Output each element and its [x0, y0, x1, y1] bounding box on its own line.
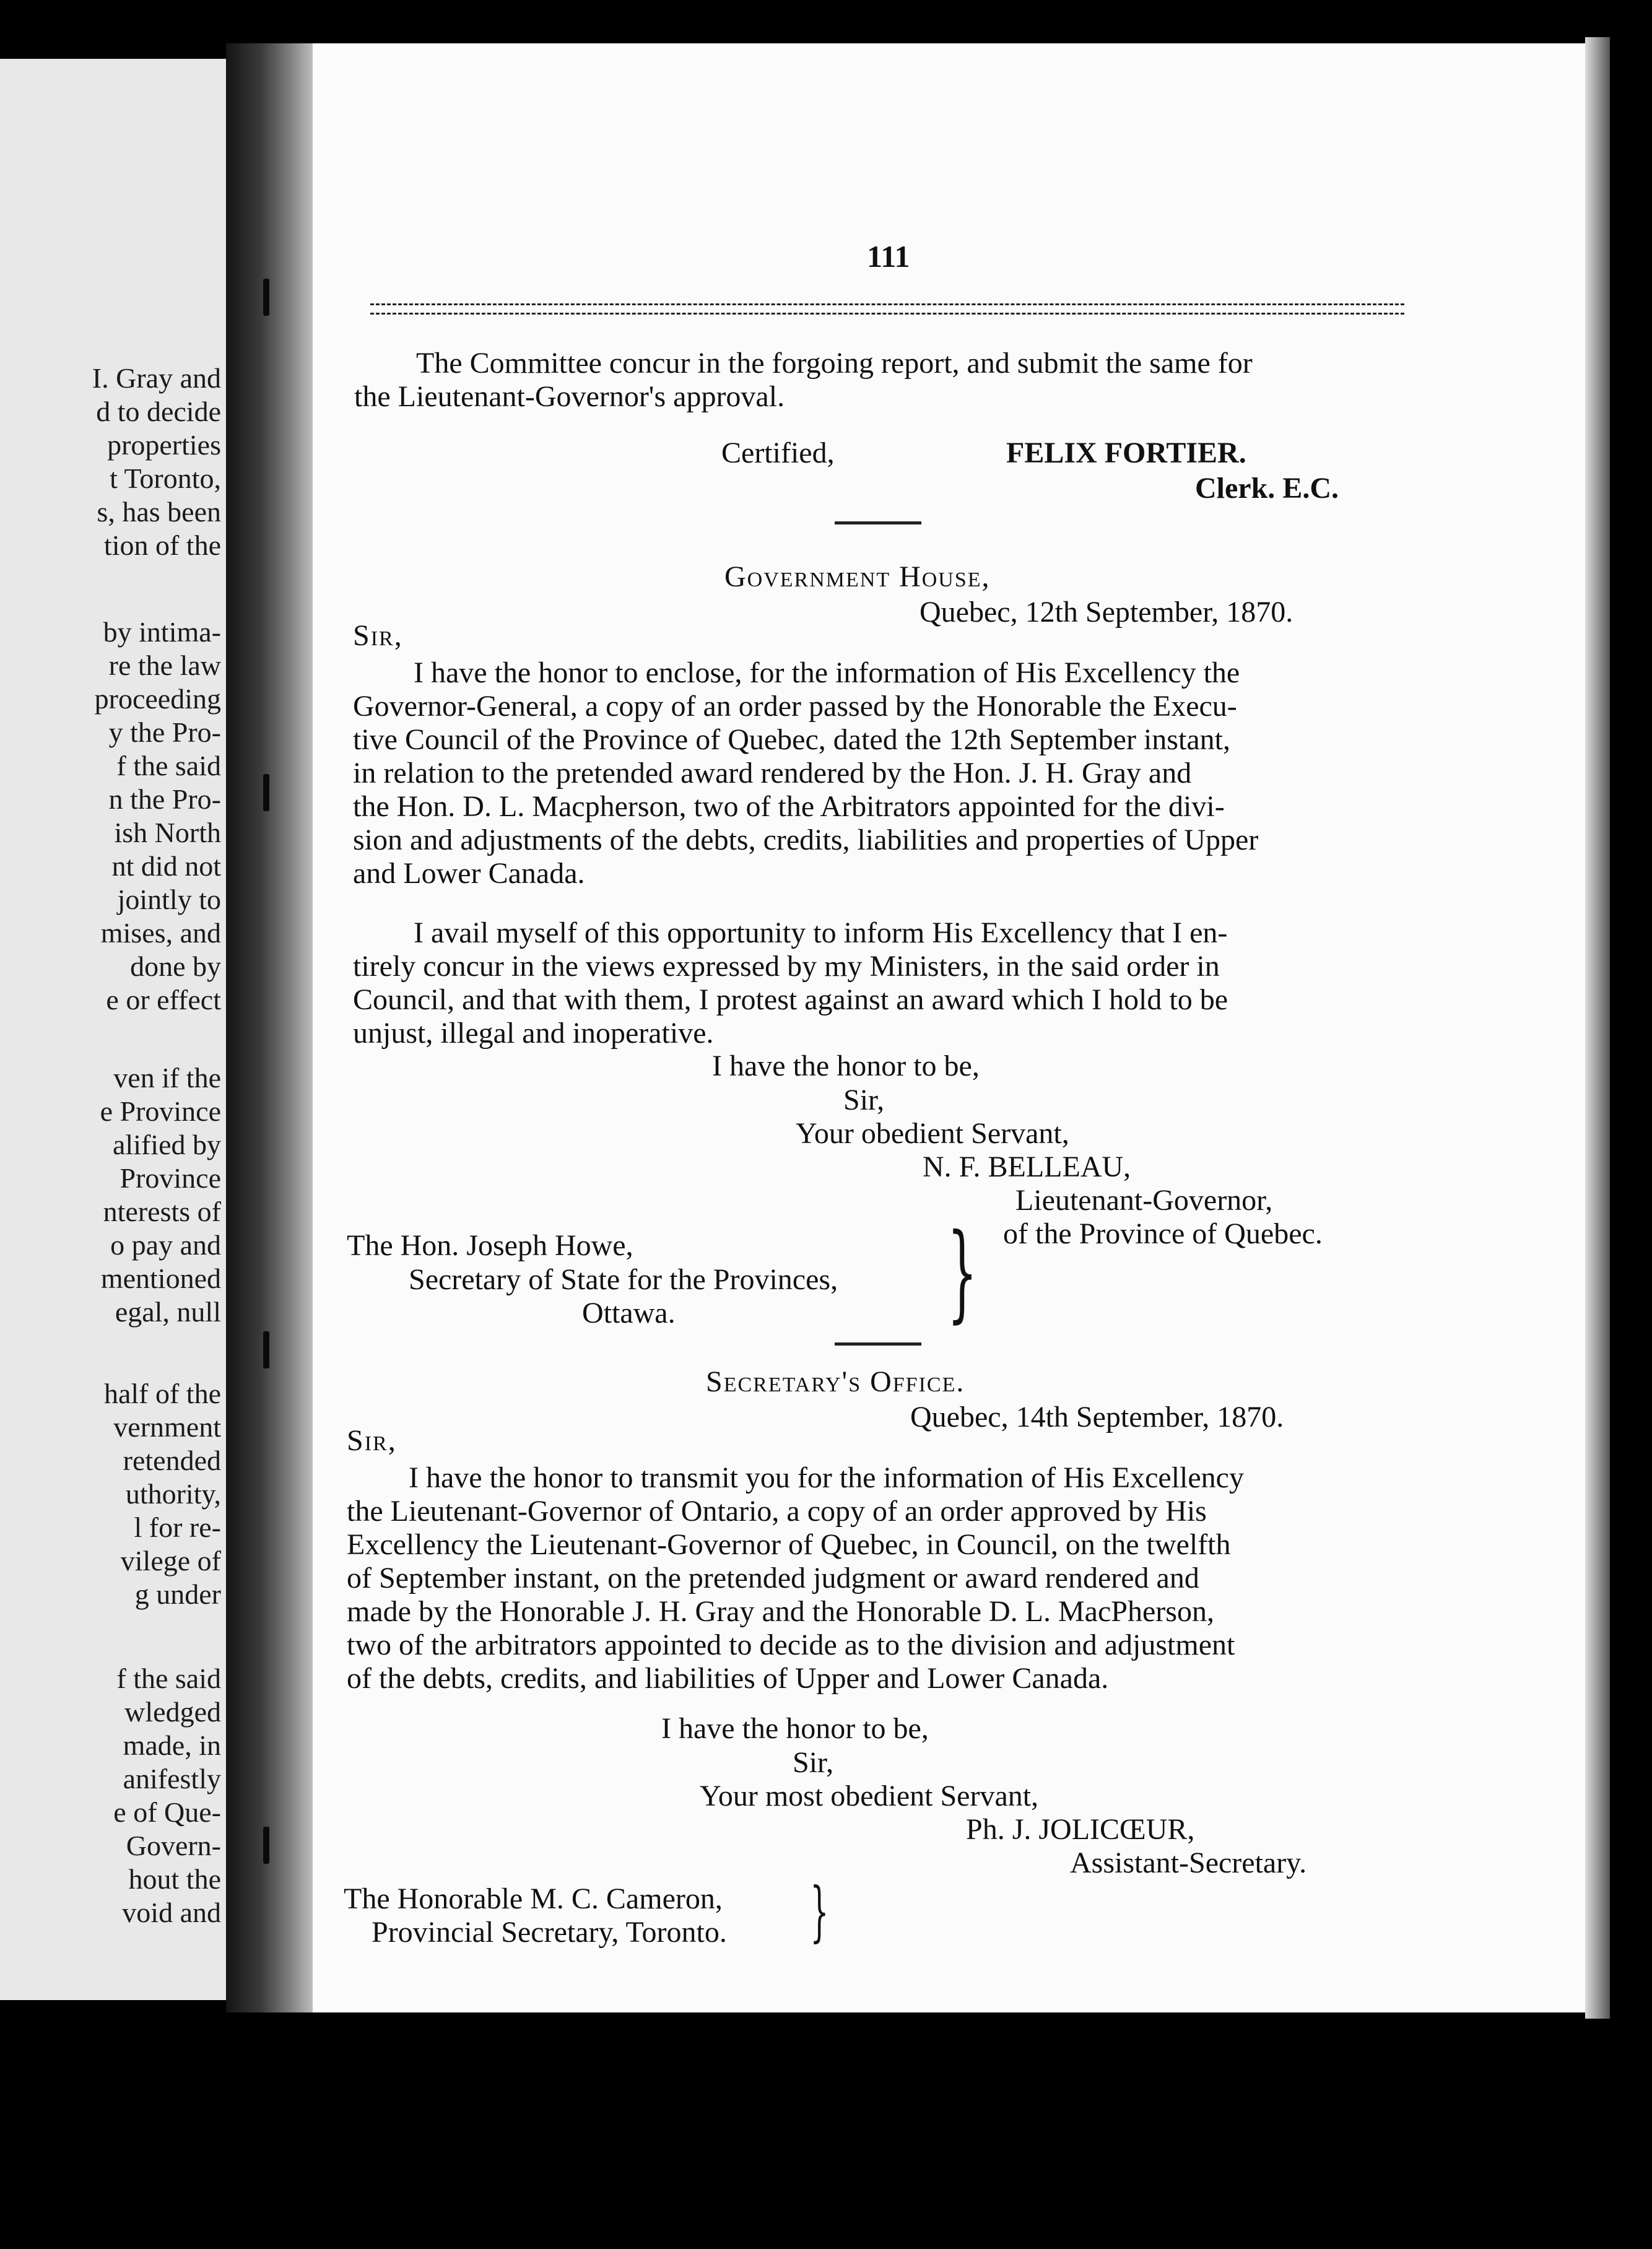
page-edge	[1585, 37, 1610, 2019]
left-line: d to decide	[96, 396, 221, 427]
left-line: hout the	[128, 1863, 221, 1895]
letter1-para1-line: tive Council of the Province of Quebec, dated the 12th September instant,	[353, 723, 1230, 756]
left-line: g under	[134, 1578, 221, 1610]
letter1-para1-line: the Hon. D. L. Macpherson, two of the Arbitrators appointed for the divi-	[353, 790, 1225, 823]
binding-stitch	[263, 279, 269, 316]
binding-stitch	[263, 1331, 269, 1368]
left-line: anifestly	[123, 1763, 221, 1794]
letter1-addressee: Ottawa.	[582, 1297, 676, 1329]
letter1-closing: I have the honor to be,	[712, 1050, 980, 1082]
section-rule	[835, 521, 921, 524]
left-line: done by	[130, 950, 221, 982]
committee-line-2: the Lieutenant-Governor's approval.	[354, 380, 785, 413]
left-line: tion of the	[103, 529, 221, 561]
letter2-closing: Sir,	[793, 1746, 834, 1779]
committee-signer-title: Clerk. E.C.	[1195, 472, 1339, 505]
book-gutter	[226, 43, 313, 2012]
left-line: Province	[120, 1162, 221, 1194]
letter2-para1-line: of the debts, credits, and liabilities of Upper and Lower Canada.	[347, 1662, 1109, 1695]
letter2-closing: Your most obedient Servant,	[700, 1780, 1039, 1812]
addressee-brace-icon: }	[947, 1211, 978, 1334]
left-line: e or effect	[106, 984, 221, 1016]
left-line: mentioned	[100, 1263, 221, 1294]
left-line: ish North	[114, 817, 221, 848]
letter1-para1-line: sion and adjustments of the debts, credits, liabilities and properties of Upper	[353, 824, 1259, 856]
letter1-para1-line: Governor-General, a copy of an order passed by the Honorable the Execu-	[353, 690, 1237, 723]
left-line: f the said	[116, 1663, 221, 1694]
left-line: properties	[107, 429, 221, 461]
letter2-signer-title: Assistant-Secretary.	[1070, 1847, 1307, 1879]
letter2-para1-line: I have the honor to transmit you for the information of His Excellency	[409, 1461, 1244, 1494]
left-line: retended	[123, 1445, 221, 1476]
letter1-closing: Sir,	[843, 1084, 885, 1116]
left-line: jointly to	[117, 884, 221, 915]
letter1-signer: N. F. BELLEAU,	[923, 1151, 1131, 1183]
left-line: by intima-	[103, 616, 221, 648]
left-page-fragment	[0, 59, 226, 2000]
left-line: ven if the	[113, 1062, 221, 1094]
letter1-para2-line: I avail myself of this opportunity to inform His Excellency that I en-	[414, 916, 1228, 949]
letter1-closing: Your obedient Servant,	[796, 1117, 1069, 1150]
left-line: vilege of	[120, 1545, 221, 1577]
letter1-para2-line: Council, and that with them, I protest against an award which I hold to be	[353, 983, 1228, 1016]
letter1-para1-line: I have the honor to enclose, for the information of His Excellency the	[414, 656, 1240, 689]
addressee-brace-icon: }	[810, 1874, 829, 1949]
committee-line-1: The Committee concur in the forgoing report, and submit the same for	[416, 347, 1253, 380]
letter2-para1-line: two of the arbitrators appointed to decide as to the division and adjustment	[347, 1629, 1235, 1661]
section-rule	[835, 1342, 921, 1346]
left-line: vernment	[113, 1411, 221, 1443]
letter1-para1-line: and Lower Canada.	[353, 857, 585, 890]
letter2-addressee: Provincial Secretary, Toronto.	[372, 1916, 727, 1949]
left-line: e of Que-	[113, 1796, 221, 1828]
letter2-closing: I have the honor to be,	[661, 1712, 929, 1745]
left-line: wledged	[124, 1696, 221, 1728]
left-line: void and	[122, 1897, 221, 1928]
left-line: egal, null	[115, 1296, 221, 1328]
letter1-place-date: Quebec, 12th September, 1870.	[919, 596, 1293, 629]
letter2-heading: Secretary's Office.	[706, 1365, 965, 1398]
letter2-signer: Ph. J. JOLICŒUR,	[966, 1813, 1195, 1846]
letter1-heading: Government House,	[724, 560, 991, 593]
letter2-para1-line: of September instant, on the pretended judgment or award rendered and	[347, 1562, 1199, 1594]
left-line: l for re-	[134, 1512, 221, 1543]
header-rule	[370, 303, 1404, 315]
left-line: made, in	[123, 1729, 221, 1761]
certified-label: Certified,	[721, 437, 835, 469]
letter2-place-date: Quebec, 14th September, 1870.	[910, 1401, 1284, 1433]
letter1-para2-line: unjust, illegal and inoperative.	[353, 1017, 714, 1050]
left-line: I. Gray and	[92, 362, 221, 394]
letter2-para1-line: the Lieutenant-Governor of Ontario, a copy of an order approved by His	[347, 1495, 1207, 1528]
binding-stitch	[263, 1827, 269, 1864]
binding-stitch	[263, 774, 269, 811]
left-line: e Province	[100, 1095, 221, 1127]
letter1-signer-title: Lieutenant-Governor,	[1015, 1184, 1273, 1217]
letter2-para1-line: Excellency the Lieutenant-Governor of Quebec, in Council, on the twelfth	[347, 1528, 1231, 1561]
letter1-addressee: Secretary of State for the Provinces,	[409, 1263, 838, 1296]
letter1-para2-line: tirely concur in the views expressed by my Ministers, in the said order in	[353, 950, 1220, 983]
left-line: o pay and	[110, 1229, 221, 1261]
left-line: n the Pro-	[108, 783, 221, 815]
letter2-addressee: The Honorable M. C. Cameron,	[344, 1882, 723, 1915]
left-line: t Toronto,	[110, 463, 221, 494]
left-line: y the Pro-	[108, 716, 221, 748]
letter1-addressee: The Hon. Joseph Howe,	[347, 1229, 633, 1262]
letter2-para1-line: made by the Honorable J. H. Gray and the Honorable D. L. MacPherson,	[347, 1595, 1214, 1628]
letter1-salutation: Sir,	[353, 619, 403, 652]
left-line: nt did not	[111, 850, 221, 882]
letter1-para1-line: in relation to the pretended award rendered by the Hon. J. H. Gray and	[353, 757, 1192, 790]
left-line: nterests of	[103, 1196, 221, 1227]
left-line: f the said	[116, 750, 221, 781]
page-number: 111	[867, 239, 910, 274]
left-line: mises, and	[100, 917, 221, 949]
left-line: uthority,	[125, 1478, 221, 1510]
letter2-salutation: Sir,	[347, 1424, 397, 1457]
left-line: re the law	[108, 650, 221, 681]
left-line: alified by	[113, 1129, 221, 1160]
left-line: proceeding	[94, 683, 221, 715]
left-line: s, has been	[97, 496, 221, 528]
left-line: half of the	[103, 1378, 221, 1409]
committee-signer: FELIX FORTIER.	[1006, 437, 1246, 469]
left-line: Govern-	[126, 1830, 221, 1861]
letter1-signer-title: of the Province of Quebec.	[1003, 1217, 1323, 1250]
